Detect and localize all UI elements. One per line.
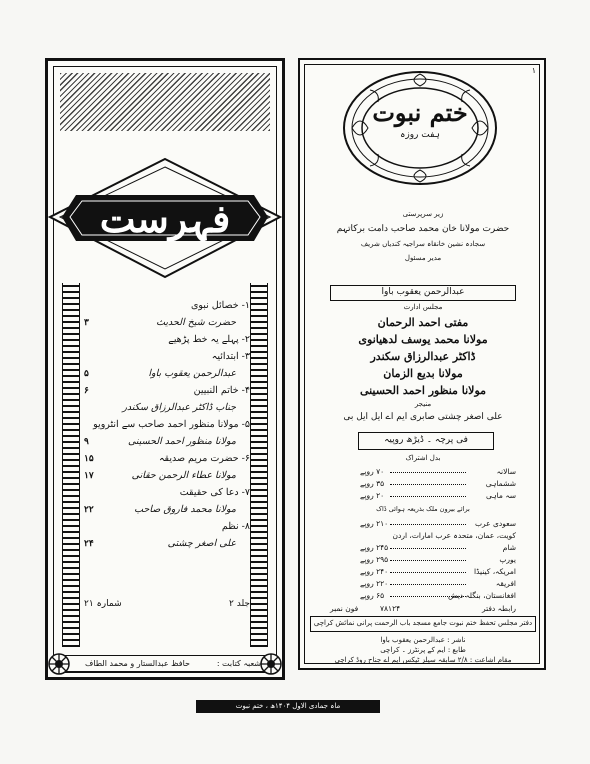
board-member: مولانا محمد یوسف لدھیانوی <box>358 333 488 346</box>
manager-name: علی اصغر چشتی صابری ایم اے ایل ایل بی <box>343 412 503 422</box>
logo-subtitle: ہفت روزہ <box>400 130 440 140</box>
patron-title: سجادہ نشین خانقاہ سراجیہ کندیاں شریف <box>360 240 486 248</box>
list-item: ۵- مولانا منظور احمد صاحب سے انٹرویو <box>93 419 250 430</box>
decorative-column-left <box>62 283 80 647</box>
list-item: ۱- خصائل نبوی <box>190 300 250 311</box>
list-item: ۴- خاتم النبیین ۶ <box>84 385 250 396</box>
masthead-panel <box>298 58 546 670</box>
rate-row: افریقہ ۲۲۰ روپے <box>360 579 516 588</box>
price-box: فی پرچہ ۔ ڈیڑھ روپیہ <box>358 432 494 450</box>
list-item: علی اصغر چشتی ۲۴ <box>84 538 236 549</box>
contents-title: فہرست <box>99 196 231 241</box>
volume-issue-line <box>84 597 250 615</box>
rate-row: سالانہ ۷۰ روپے <box>360 467 516 476</box>
board-member: مفتی احمد الرحمان <box>377 316 469 329</box>
issue-date-strip: ماہ جمادی الاول ۱۴۰۴ھ ، ختم نبوت <box>196 700 380 713</box>
subscription-label: بدل اشتراک <box>405 454 441 462</box>
logo-title: ختم نبوت <box>372 98 468 127</box>
ornate-medallion-icon <box>340 68 500 188</box>
contents-list <box>84 299 250 554</box>
contents-panel <box>45 58 285 680</box>
rate-row: امریکہ، کینیڈا ۲۴۰ روپے <box>360 567 516 576</box>
board-member: مولانا منظور احمد الحسینی <box>359 384 487 397</box>
logo-medallion <box>340 68 500 188</box>
rate-row: یورپ ۲۹۵ روپے <box>360 555 516 564</box>
board-member: مولانا بدیع الزمان <box>383 367 463 380</box>
manager-label: منیجر <box>414 400 432 408</box>
board-member: ڈاکٹر عبدالرزاق سکندر <box>370 350 476 363</box>
rate-row: شام ۲۴۵ روپے <box>360 543 516 552</box>
hatched-header-band <box>60 73 270 131</box>
patron-name: حضرت مولانا خان محمد صاحب دامت برکاتہم <box>336 224 510 234</box>
list-item: مولانا عطاء الرحمن حقانی ۱۷ <box>84 470 236 481</box>
calligraphy-label: شعبہ کتابت : <box>216 659 261 668</box>
decorative-column-right <box>250 283 268 647</box>
publisher-line: ناشر : عبدالرحمن یعقوب باوا <box>380 636 466 644</box>
list-item: ۶- حضرت مریم صدیقہ ۱۵ <box>84 453 250 464</box>
editor-name-box: عبدالرحمن یعقوب باوا <box>330 285 516 301</box>
patron-label: زیر سرپرستی <box>402 210 444 218</box>
contact-label: رابطہ دفتر <box>481 604 516 613</box>
rate-row: سہ ماہی ۲۰ روپے <box>360 491 516 500</box>
printer-line: طابع : ایم کے پرنٹرز ۔ کراچی <box>380 646 466 654</box>
list-item: ۸- نظم <box>221 521 250 532</box>
office-address-box: دفتر مجلس تحفظ ختم نبوت جامع مسجد باب الرحمت پرانی نمائش کراچی <box>310 616 536 632</box>
rosette-icon <box>47 652 71 676</box>
rate-row: سعودی عرب ۲۱۰ روپے <box>360 519 516 528</box>
calligraphy-credit-box <box>60 655 270 673</box>
calligraphy-names: حافظ عبدالستار و محمد الطاف <box>85 659 190 668</box>
publication-place-line: مقام اشاعت : ۲/۸ سابقہ سیلز ٹیکس ایم اے جناح روڈ کراچی <box>334 656 512 664</box>
phone-row <box>330 603 516 614</box>
list-item: ۷- دعا کی حقیقت <box>179 487 250 498</box>
list-item: حضرت شیخ الحدیث ۳ <box>84 317 236 328</box>
volume-number: جلد ۲ <box>229 599 250 609</box>
rate-row: ششماہی ۳۵ روپے <box>360 479 516 488</box>
list-item: عبدالرحمن یعقوب باوا ۵ <box>84 368 236 379</box>
editor-label: مدیر مسئول <box>404 254 442 262</box>
page-number: ۱ <box>531 66 536 75</box>
list-item: ۳- ابتدائیہ <box>211 351 250 362</box>
rosette-icon <box>259 652 283 676</box>
list-item: مولانا محمد فاروق صاحب ۲۲ <box>84 504 236 515</box>
list-item: ۲- پہلے یہ خط پڑھیے <box>168 334 250 345</box>
issue-number: شمارہ ۲۱ <box>84 599 122 609</box>
board-label: مجلس ادارت <box>403 303 443 311</box>
rate-row: افغانستان، بنگلہ دیش ۶۵ روپے <box>360 591 516 600</box>
phone-label: فون نمبر <box>330 604 359 613</box>
foreign-note: برائے بیرون ملک بذریعہ ہوائی ڈاک <box>376 505 470 513</box>
list-item: مولانا منظور احمد الحسینی ۹ <box>84 436 236 447</box>
phone-number: ۷۸۱۲۴ <box>380 604 401 613</box>
list-item: جناب ڈاکٹر عبدالرزاق سکندر <box>122 402 236 413</box>
rate-row: کویت، عمان، متحدہ عرب امارات، اردن <box>392 531 516 540</box>
